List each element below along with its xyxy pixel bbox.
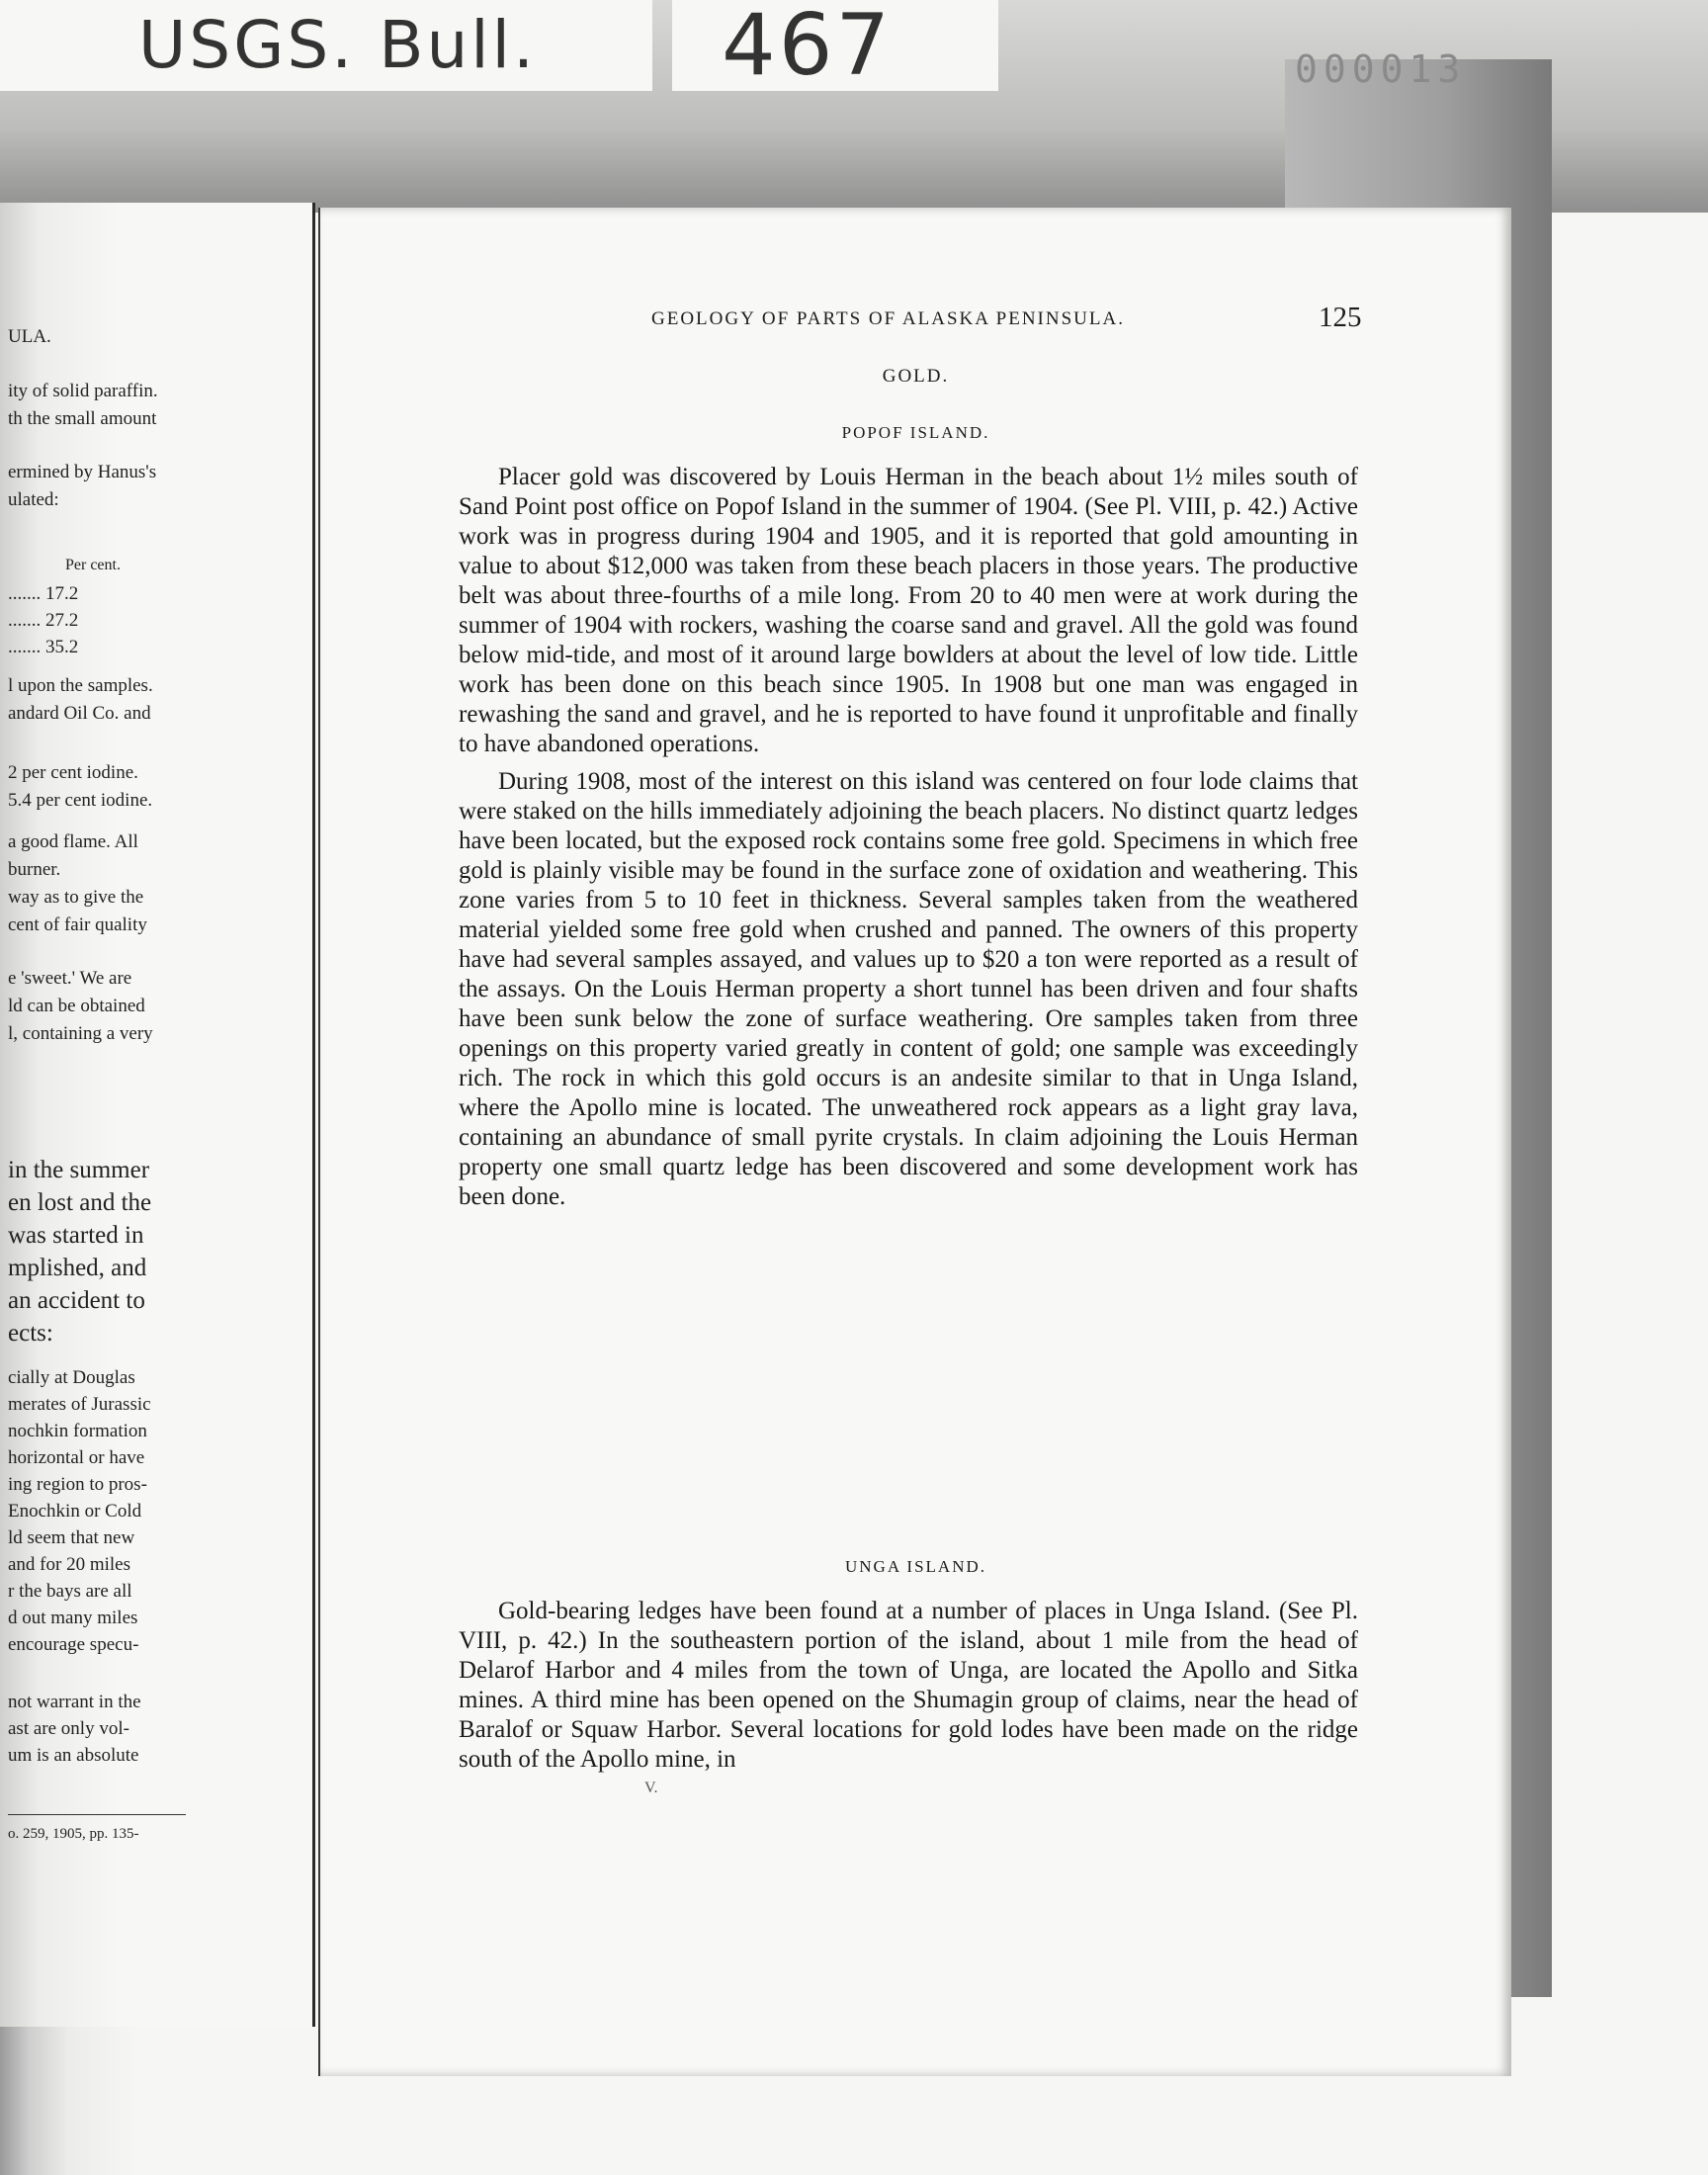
left-line: l upon the samples. bbox=[8, 675, 153, 696]
handwritten-label-right: 467 bbox=[672, 0, 998, 91]
left-line: en lost and the bbox=[8, 1189, 152, 1216]
left-line: d out many miles bbox=[8, 1608, 138, 1628]
main-page bbox=[318, 208, 1511, 2076]
left-line: Per cent. bbox=[65, 557, 121, 573]
left-line: ity of solid paraffin. bbox=[8, 381, 158, 401]
left-line: andard Oil Co. and bbox=[8, 703, 151, 724]
running-head: GEOLOGY OF PARTS OF ALASKA PENINSULA. bbox=[651, 308, 1125, 329]
left-line: 5.4 per cent iodine. bbox=[8, 790, 153, 811]
left-line: ects: bbox=[8, 1320, 53, 1347]
left-line: ld seem that new bbox=[8, 1527, 135, 1548]
footnote-rule bbox=[8, 1814, 186, 1815]
left-line: ld can be obtained bbox=[8, 996, 145, 1016]
subsection-title-popof: POPOF ISLAND. bbox=[841, 423, 990, 442]
left-footnote: o. 259, 1905, pp. 135- bbox=[8, 1826, 139, 1842]
left-line: ....... 27.2 bbox=[8, 610, 79, 631]
left-line: ....... 17.2 bbox=[8, 583, 79, 604]
left-line: way as to give the bbox=[8, 887, 144, 908]
left-line: th the small amount bbox=[8, 408, 157, 429]
left-line: 2 per cent iodine. bbox=[8, 762, 138, 783]
left-line: mplished, and bbox=[8, 1255, 147, 1281]
paragraph: During 1908, most of the interest on this island was centered on four lode claims that were staked on the hills immediately adjoining the beach placers. No distinct quartz ledges have been located, but the exposed rock contains some free gold. Specimens in which free gold is plainly visible may be found in the surface zone of oxidation and weathering. This zone varies from 5 to 10 feet in thickness. Several samples taken from the weathered material yielded some free gold when crushed and panned. The owners of this property have had several samples assayed, and values up to $20 a ton were reported as a result of the assays. On the Louis Herman property a short tunnel has been driven and four shafts have been sunk below the zone of surface weathering. Ore samples taken from three openings on this property varied greatly in content of gold; one sample was exceedingly rich. The rock in which this gold occurs is an andesite similar to that in Unga Island, where the Apollo mine is located. The unweathered rock appears as a light gray lava, containing an abundance of small pyrite crystals. In claim adjoining the Louis Herman property one small quartz ledge has been discovered and some development work has been done. bbox=[459, 768, 1358, 1210]
left-line: ulated: bbox=[8, 489, 59, 510]
left-line: Enochkin or Cold bbox=[8, 1501, 142, 1522]
left-line: cially at Douglas bbox=[8, 1367, 135, 1388]
left-line: um is an absolute bbox=[8, 1745, 139, 1766]
left-line: ULA. bbox=[8, 326, 51, 347]
left-line: not warrant in the bbox=[8, 1692, 141, 1712]
page-number: 125 bbox=[1319, 302, 1362, 333]
left-line: merates of Jurassic bbox=[8, 1394, 151, 1415]
left-line: a good flame. All bbox=[8, 831, 138, 852]
left-line: cent of fair quality bbox=[8, 914, 147, 935]
left-line: burner. bbox=[8, 859, 61, 880]
left-page bbox=[0, 203, 315, 2027]
left-line: ast are only vol- bbox=[8, 1718, 129, 1739]
left-line: ing region to pros- bbox=[8, 1474, 147, 1495]
left-line: an accident to bbox=[8, 1287, 145, 1314]
handwritten-label-left: USGS. Bull. bbox=[0, 0, 652, 91]
section-title: GOLD. bbox=[882, 366, 950, 387]
left-line: l, containing a very bbox=[8, 1023, 153, 1044]
left-line: ....... 35.2 bbox=[8, 637, 79, 657]
left-line: was started in bbox=[8, 1222, 144, 1249]
popof-text bbox=[459, 463, 1358, 1212]
paragraph: Gold-bearing ledges have been found at a number of places in Unga Island. (See Pl. VIII, p. 42.) In the southeastern portion of the island, about 1 mile from the head of Delarof Harbor and 4 miles from the town of Unga, are located the Apollo and Sitka mines. A third mine has been opened on the Shumagin group of claims, near the head of Baralof or Squaw Harbor. Several locations for gold lodes have been made on the ridge south of the Apollo mine, in bbox=[459, 1598, 1358, 1773]
left-line: in the summer bbox=[8, 1157, 150, 1183]
left-line: ermined by Hanus's bbox=[8, 462, 157, 482]
unga-text bbox=[459, 1597, 1358, 1775]
left-line: encourage specu- bbox=[8, 1634, 139, 1655]
left-line: r the bays are all bbox=[8, 1581, 132, 1602]
bottom-mark: V. bbox=[644, 1780, 658, 1796]
paragraph: Placer gold was discovered by Louis Herman in the beach about 1½ miles south of Sand Point post office on Popof Island in the summer of 1904. (See Pl. VIII, p. 42.) Active work was in progress during 1904 and 1905, and it is reported that gold amounting in value to about $12,000 was taken from these beach placers in those years. The productive belt was about three-fourths of a mile long. From 20 to 40 men were at work during the summer of 1904 with rockers, washing the coarse sand and gravel. All the gold was found below mid-tide, and most of it around large bowlders at about the level of low tide. Little work has been done on this beach since 1905. In 1908 but one man was engaged in rewashing the sand and gravel, and he is reported to have found it unprofitable and finally to have abandoned operations. bbox=[459, 464, 1358, 757]
subsection-title-unga: UNGA ISLAND. bbox=[845, 1557, 986, 1576]
left-line: horizontal or have bbox=[8, 1447, 145, 1468]
left-line: e 'sweet.' We are bbox=[8, 968, 132, 989]
left-line: and for 20 miles bbox=[8, 1554, 131, 1575]
left-line: nochkin formation bbox=[8, 1421, 147, 1441]
stamp-number: 000013 bbox=[1295, 47, 1467, 91]
